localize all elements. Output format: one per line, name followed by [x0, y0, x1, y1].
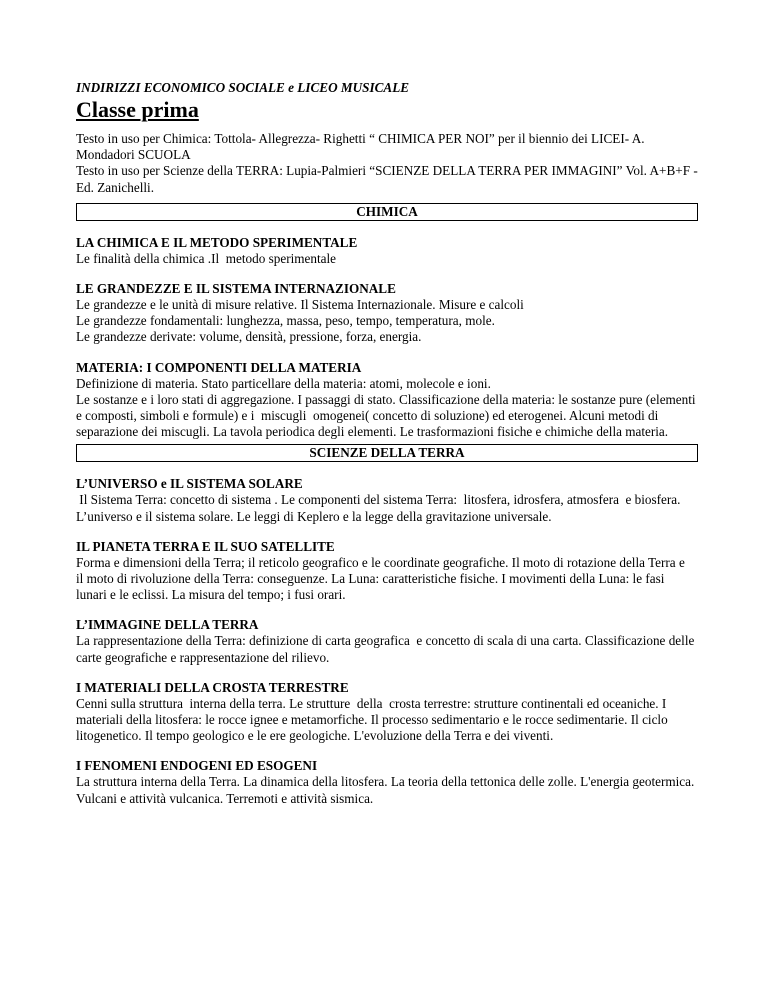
chimica-section — [76, 281, 698, 346]
section-body: Il Sistema Terra: concetto di sistema . Le componenti del sistema Terra: litosfera, idrosfera, atmosfera e biosfera. L’universo e il sistema solare. Le leggi di Keplero e la legge della gravitazione universale. — [76, 492, 684, 524]
terra-heading: SCIENZE DELLA TERRA — [76, 444, 698, 462]
section-title: LA CHIMICA E IL METODO SPERIMENTALE — [76, 234, 358, 250]
terra-section — [76, 758, 698, 806]
section-body: La struttura interna della Terra. La dinamica della litosfera. La teoria della tettonica delle zolle. L'energia geotermica. Vulcani e attività vulcanica. Terremoti e attività sismica. — [76, 774, 698, 806]
section-title: I FENOMENI ENDOGENI ED ESOGENI — [76, 758, 318, 774]
section-body: Le finalità della chimica .Il metodo sperimentale — [76, 250, 336, 266]
section-body: Definizione di materia. Stato particellare della materia: atomi, molecole e ioni. Le sostanze e i loro stati di aggregazione. I passaggi di stato. Classificazione della materia: le sostanze pure (elementi e composti, simboli e formule) e i miscugli omogenei( concetto di soluzione) ed eterogenei. Alcuni metodi di separazione dei miscugli. La tavola periodica degli elementi. Le trasformazioni fisiche e chimiche della materia. — [76, 375, 696, 440]
document-header: INDIRIZZI ECONOMICO SOCIALE e LICEO MUSICALE — [76, 80, 410, 95]
section-title: I MATERIALI DELLA CROSTA TERRESTRE — [76, 679, 349, 695]
section-body: Forma e dimensioni della Terra; il reticolo geografico e le coordinate geografiche. Il moto di rotazione della Terra e il moto di rivoluzione della Terra: conseguenze. La Luna: caratteristiche fisiche. I movimenti della Luna: le fasi lunari e le eclissi. La misura del tempo; i fusi orari. — [76, 554, 692, 603]
page-title: Classe prima — [76, 97, 199, 122]
chimica-section — [76, 360, 698, 441]
section-title: MATERIA: I COMPONENTI DELLA MATERIA — [76, 359, 362, 375]
terra-section — [76, 476, 698, 524]
terra-section — [76, 539, 698, 604]
chimica-section — [76, 235, 698, 267]
terra-section — [76, 617, 698, 665]
section-title: LE GRANDEZZE E IL SISTEMA INTERNAZIONALE — [76, 281, 396, 297]
textbook-info — [76, 131, 698, 196]
section-title: L’UNIVERSO e IL SISTEMA SOLARE — [76, 476, 303, 492]
terra-section — [76, 680, 698, 745]
textbook-terra: Testo in uso per Scienze della TERRA: Lupia-Palmieri “SCIENZE DELLA TERRA PER IMMAGINI” Vol. A+B+F - Ed. Zanichelli. — [76, 163, 698, 195]
section-body: Le grandezze e le unità di misure relative. Il Sistema Internazionale. Misure e calcoli Le grandezze fondamentali: lunghezza, massa, peso, tempo, temperatura, mole. Le grandezze derivate: volume, densità, pressione, forza, energia. — [76, 297, 524, 345]
section-title: L’IMMAGINE DELLA TERRA — [76, 617, 259, 633]
section-body: La rappresentazione della Terra: definizione di carta geografica e concetto di scala di una carta. Classificazione delle carte geografiche e rappresentazione del rilievo. — [76, 633, 698, 665]
document-page — [76, 80, 698, 807]
textbook-chimica: Testo in uso per Chimica: Tottola- Allegrezza- Righetti “ CHIMICA PER NOI” per il biennio dei LICEI- A. Mondadori SCUOLA — [76, 131, 645, 163]
section-body: Cenni sulla struttura interna della terra. Le strutture della crosta terrestre: strutture continentali ed oceaniche. I materiali della litosfera: le rocce ignee e metamorfiche. Il processo sedimentario e le rocce sedimentarie. Il ciclo litogenetico. Il tempo geologico e le ere geologiche. L'evoluzione della Terra e dei viventi. — [76, 695, 671, 744]
section-title: IL PIANETA TERRA E IL SUO SATELLITE — [76, 538, 335, 554]
chimica-heading: CHIMICA — [76, 203, 698, 221]
